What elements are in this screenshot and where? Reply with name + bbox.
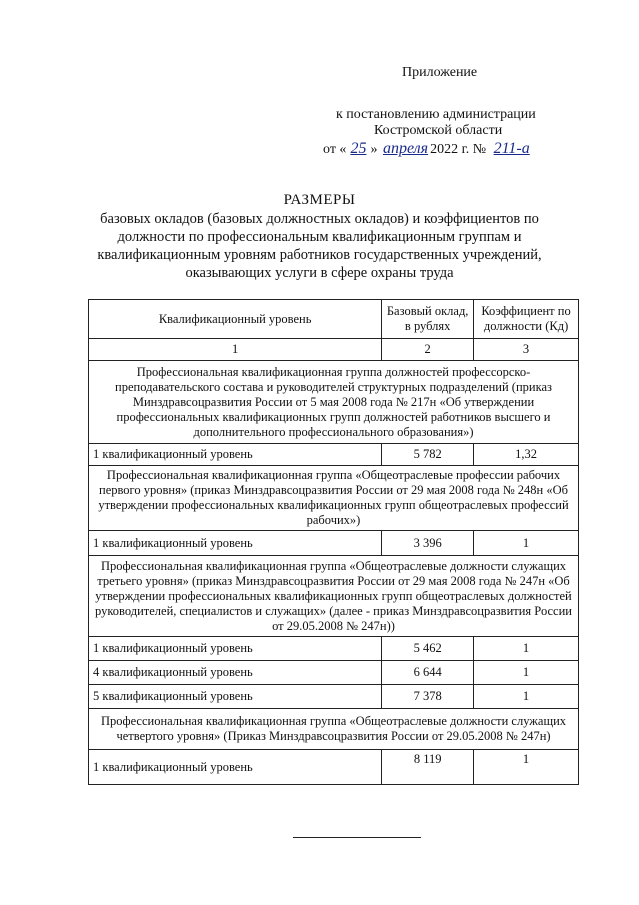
header-level: Квалификационный уровень bbox=[89, 300, 382, 339]
date-month-handwritten: апреля bbox=[382, 140, 429, 157]
group-title-row bbox=[89, 361, 579, 444]
table-row bbox=[89, 531, 579, 556]
salary-cell: 3 396 bbox=[382, 531, 474, 556]
salary-cell: 8 119 bbox=[382, 750, 474, 785]
level-cell: 1 квалификационный уровень bbox=[89, 750, 382, 785]
group-title: Профессиональная квалификационная группа «Общеотраслевые должности служащих четвертого уровня» (Приказ Минздравсоцразвития России от 29.05.2008 № 247н) bbox=[89, 709, 579, 750]
level-cell: 1 квалификационный уровень bbox=[89, 637, 382, 661]
table-row bbox=[89, 444, 579, 466]
column-number-2: 2 bbox=[382, 339, 474, 361]
decree-line-2: Костромской области bbox=[374, 123, 503, 138]
group-title-row bbox=[89, 709, 579, 750]
salary-cell: 7 378 bbox=[382, 685, 474, 709]
coef-cell: 1 bbox=[474, 531, 579, 556]
level-cell: 1 квалификационный уровень bbox=[89, 531, 382, 556]
group-title: Профессиональная квалификационная группа «Общеотраслевые должности служащих третьего уровня» (приказ Минздравсоцразвития России от 29 мая 2008 года № 247н «Об утверждении профессиональных квалификационных групп общеотраслевых должностей руководителей, специалистов и служащих» (далее - приказ Минздравсоцразвития России от 29.05.2008 № 247н)) bbox=[89, 556, 579, 637]
coef-cell: 1 bbox=[474, 637, 579, 661]
level-cell: 1 квалификационный уровень bbox=[89, 444, 382, 466]
table-row bbox=[89, 750, 579, 785]
decree-line-1: к постановлению администрации bbox=[336, 107, 536, 122]
table-row bbox=[89, 637, 579, 661]
salary-table bbox=[88, 299, 579, 785]
date-year: 2022 г. № bbox=[430, 142, 487, 157]
column-number-1: 1 bbox=[89, 339, 382, 361]
group-title: Профессиональная квалификационная группа «Общеотраслевые профессии рабочих первого уровня» (приказ Минздравсоцразвития России от 29 мая 2008 года № 248н «Об утверждении профессиональных квалификационных групп общеотраслевых профессий рабочих») bbox=[89, 466, 579, 531]
group-title-row bbox=[89, 556, 579, 637]
date-day-handwritten: 25 bbox=[350, 140, 367, 157]
salary-cell: 6 644 bbox=[382, 661, 474, 685]
salary-cell: 5 782 bbox=[382, 444, 474, 466]
date-prefix: от « bbox=[323, 142, 347, 157]
group-title-row bbox=[89, 466, 579, 531]
column-number-row bbox=[89, 339, 579, 361]
appendix-label: Приложение bbox=[402, 65, 478, 80]
document-title: РАЗМЕРЫ bbox=[283, 192, 356, 208]
coef-cell: 1 bbox=[474, 661, 579, 685]
group-title: Профессиональная квалификационная группа должностей профессорско-преподавательского состава и руководителей структурных подразделений (приказ Минздравсоцразвития России от 5 мая 2008 года № 217н «Об утверждении профессиональных квалификационных групп должностей работников высшего и дополнительного профессионального образования») bbox=[89, 361, 579, 444]
document-subtitle: базовых окладов (базовых должностных окладов) и коэффициентов по должности по профессиональным квалификационным группам и квалификационным уровням работников государственных учреждений, оказывающих услуги в сфере охраны труда bbox=[97, 211, 542, 281]
coef-cell: 1 bbox=[474, 750, 579, 785]
table-header-row bbox=[89, 300, 579, 339]
end-of-document-rule bbox=[293, 837, 421, 838]
coef-cell: 1,32 bbox=[474, 444, 579, 466]
header-coef: Коэффициент по должности (Кд) bbox=[474, 300, 579, 339]
decree-date-line bbox=[323, 140, 530, 158]
salary-cell: 5 462 bbox=[382, 637, 474, 661]
table-row bbox=[89, 685, 579, 709]
table-row bbox=[89, 661, 579, 685]
level-cell: 5 квалификационный уровень bbox=[89, 685, 382, 709]
coef-cell: 1 bbox=[474, 685, 579, 709]
header-salary: Базовый оклад, в рублях bbox=[382, 300, 474, 339]
date-mid: » bbox=[370, 142, 381, 157]
level-cell: 4 квалификационный уровень bbox=[89, 661, 382, 685]
column-number-3: 3 bbox=[474, 339, 579, 361]
decree-number-handwritten: 211-а bbox=[493, 140, 530, 157]
